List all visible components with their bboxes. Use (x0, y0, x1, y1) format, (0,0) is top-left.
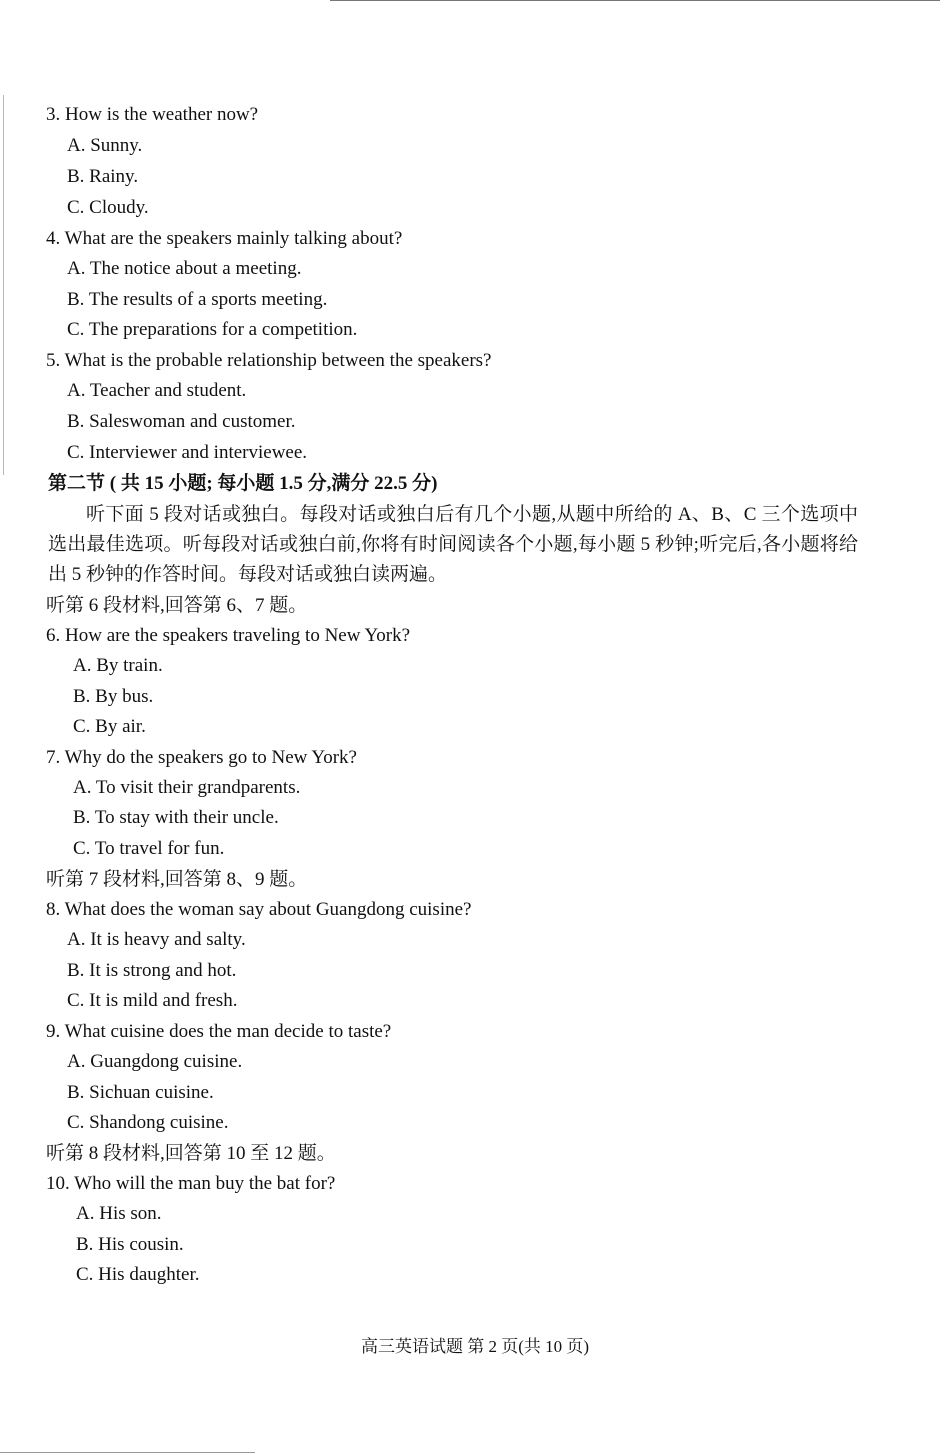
option-3a: A. Sunny. (67, 135, 143, 156)
option-3b: B. Rainy. (67, 166, 139, 187)
option-10a: A. His son. (76, 1203, 162, 1224)
question-4: 4. What are the speakers mainly talking about? (46, 228, 403, 249)
page-footer: 高三英语试题 第 2 页(共 10 页) (360, 1337, 590, 1356)
option-5c: C. Interviewer and interviewee. (67, 442, 308, 463)
option-6b: B. By bus. (73, 686, 154, 707)
question-7: 7. Why do the speakers go to New York? (46, 747, 357, 768)
material-7-prompt: 听第 7 段材料,回答第 8、9 题。 (46, 869, 308, 890)
option-3c: C. Cloudy. (67, 197, 149, 218)
question-8: 8. What does the woman say about Guangdong cuisine? (46, 899, 472, 920)
question-5: 5. What is the probable relationship between the speakers? (46, 350, 492, 371)
scan-edge-left (3, 95, 4, 475)
option-5a: A. Teacher and student. (67, 380, 247, 401)
option-10b: B. His cousin. (76, 1234, 184, 1255)
section-2-instructions: 听下面 5 段对话或独白。每段对话或独白后有几个小题,从题中所给的 A、B、C 三个选项中选出最佳选项。听每段对话或独白前,你将有时间阅读各个小题,每小题 5 秒钟;听完后,各小题将给出 5 秒钟的作答时间。每段对话或独白读两遍。 (48, 504, 858, 585)
option-7c: C. To travel for fun. (73, 838, 225, 859)
question-9: 9. What cuisine does the man decide to taste? (46, 1021, 392, 1042)
option-6c: C. By air. (73, 716, 146, 737)
option-7b: B. To stay with their uncle. (73, 807, 279, 828)
option-8b: B. It is strong and hot. (67, 960, 237, 981)
question-3: 3. How is the weather now? (46, 104, 259, 125)
option-5b: B. Saleswoman and customer. (67, 411, 296, 432)
option-9a: A. Guangdong cuisine. (67, 1051, 243, 1072)
material-6-prompt: 听第 6 段材料,回答第 6、7 题。 (46, 595, 308, 616)
question-10: 10. Who will the man buy the bat for? (46, 1173, 336, 1194)
option-8a: A. It is heavy and salty. (67, 929, 246, 950)
material-8-prompt: 听第 8 段材料,回答第 10 至 12 题。 (46, 1143, 336, 1164)
scan-edge-bottom (0, 1452, 255, 1453)
option-10c: C. His daughter. (76, 1264, 200, 1285)
option-4a: A. The notice about a meeting. (67, 258, 302, 279)
option-7a: A. To visit their grandparents. (73, 777, 301, 798)
section-2-heading: 第二节 ( 共 15 小题; 每小题 1.5 分,满分 22.5 分) (48, 473, 438, 494)
option-6a: A. By train. (73, 655, 163, 676)
option-4c: C. The preparations for a competition. (67, 319, 358, 340)
question-6: 6. How are the speakers traveling to New York? (46, 625, 411, 646)
option-9c: C. Shandong cuisine. (67, 1112, 229, 1133)
option-4b: B. The results of a sports meeting. (67, 289, 328, 310)
option-9b: B. Sichuan cuisine. (67, 1082, 214, 1103)
option-8c: C. It is mild and fresh. (67, 990, 238, 1011)
scan-edge-top (330, 0, 940, 1)
